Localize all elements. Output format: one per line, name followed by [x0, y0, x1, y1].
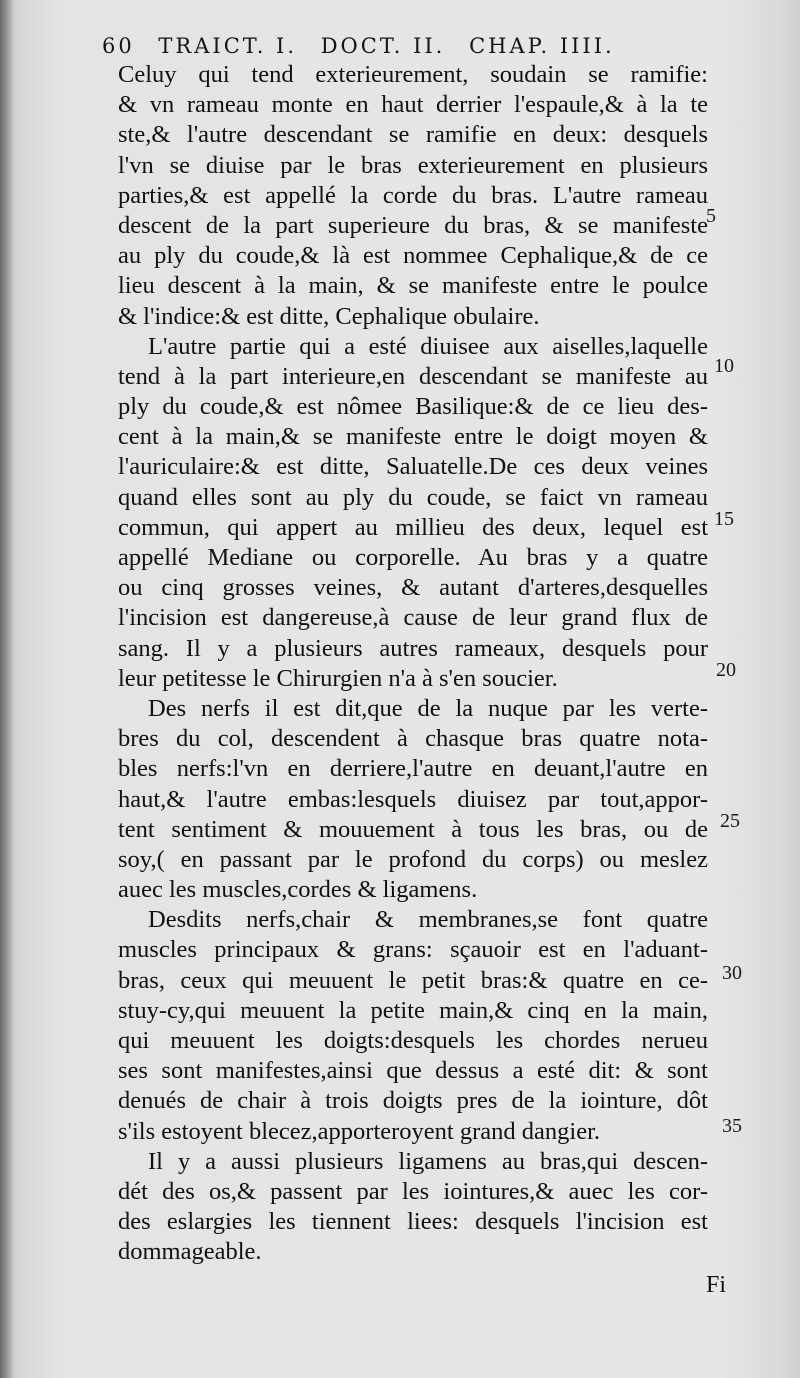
running-head [102, 34, 682, 58]
text-line: L'autre partie qui a esté diuisee aux aiselles,laquelle [148, 332, 708, 360]
line-number-15: 15 [714, 508, 734, 530]
text-line: & vn rameau monte en haut derrier l'espaule,& à la te [118, 91, 708, 119]
line-number-10: 10 [714, 355, 734, 377]
text-line: haut,& l'autre embas:lesquels diuisez par tout,appor- [118, 785, 708, 813]
text-line: ply du coude,& est nômee Basilique:& de ce lieu des- [118, 393, 708, 421]
line-number-30: 30 [722, 962, 742, 984]
chapter-label: CHAP. IIII. [469, 34, 615, 58]
text-line: des eslargies les tiennent liees: desquels l'incision est [118, 1208, 708, 1236]
text-line: muscles principaux & grans: sçauoir est en l'aduant- [118, 936, 708, 964]
text-line: Celuy qui tend exterieurement, soudain se ramifie: [118, 61, 708, 88]
text-line: auec les muscles,cordes & ligamens. [118, 876, 478, 904]
doctrine-label: DOCT. II. [320, 34, 446, 58]
line-number-35: 35 [722, 1115, 742, 1137]
text-line: bres du col, descendent à chasque bras quatre nota- [118, 725, 708, 753]
text-line: quand elles sont au ply du coude, se faict vn rameau [118, 483, 708, 511]
text-line: Des nerfs il est dit,que de la nuque par les verte- [148, 694, 708, 722]
text-line: Desdits nerfs,chair & membranes,se font quatre [148, 906, 708, 934]
catchword: Fi [706, 1272, 727, 1298]
text-line: tent sentiment & mouuement à tous les bras, ou de [118, 815, 708, 843]
text-line: dét des os,& passent par les iointures,& auec les cor- [118, 1177, 708, 1205]
line-number-20: 20 [716, 659, 736, 681]
text-line: ste,& l'autre descendant se ramifie en deux: desquels [118, 121, 708, 149]
text-line: l'auriculaire:& est ditte, Saluatelle.De ces deux veines [118, 453, 708, 481]
text-line: ou cinq grosses veines, & autant d'arteres,desquelles [118, 574, 708, 602]
text-line: denués de chair à trois doigts pres de la iointure, dôt [118, 1087, 708, 1115]
text-line: appellé Mediane ou corporelle. Au bras y a quatre [118, 544, 708, 571]
text-line: soy,( en passant par le profond du corps) ou meslez [118, 845, 708, 873]
text-line: bles nerfs:l'vn en derriere,l'autre en deuant,l'autre en [118, 755, 708, 783]
text-line: qui meuuent les doigts:desquels les chordes nerueu [118, 1027, 708, 1054]
text-line: l'vn se diuise par le bras exterieurement en plusieurs [118, 151, 708, 179]
text-line: parties,& est appellé la corde du bras. L'autre rameau [118, 181, 708, 209]
text-line: commun, qui appert au millieu des deux, lequel est [118, 513, 708, 541]
text-line: leur petitesse le Chirurgien n'a à s'en soucier. [118, 664, 558, 692]
page-number: 60 [102, 34, 135, 58]
text-line: sang. Il y a plusieurs autres rameaux, desquels pour [118, 634, 708, 662]
gutter-shadow [0, 0, 14, 1378]
text-line: dommageable. [118, 1238, 262, 1266]
text-line: cent à la main,& se manifeste entre le doigt moyen & [118, 423, 708, 451]
line-number-5: 5 [706, 205, 716, 227]
line-number-25: 25 [720, 810, 740, 832]
text-line: au ply du coude,& là est nommee Cephalique,& de ce [118, 242, 708, 270]
text-line: lieu descent à la main, & se manifeste entre le poulce [118, 272, 708, 300]
text-line: ses sont manifestes,ainsi que dessus a esté dit: & sont [118, 1057, 708, 1085]
text-line: l'incision est dangereuse,à cause de leur grand flux de [118, 604, 708, 632]
text-line: & l'indice:& est ditte, Cephalique obulaire. [118, 302, 540, 330]
text-line: Il y a aussi plusieurs ligamens au bras,qui descen- [148, 1147, 708, 1175]
text-line: s'ils estoyent blecez,apporteroyent grand dangier. [118, 1117, 600, 1145]
body-text [118, 60, 708, 1268]
text-line: stuy-cy,qui meuuent la petite main,& cinq en la main, [118, 996, 708, 1024]
text-line: bras, ceux qui meuuent le petit bras:& quatre en ce- [118, 966, 708, 994]
text-line: descent de la part superieure du bras, & se manifeste [118, 211, 708, 239]
treatise-label: TRAICT. I. [158, 34, 298, 58]
text-line: tend à la part interieure,en descendant se manifeste au [118, 362, 708, 390]
